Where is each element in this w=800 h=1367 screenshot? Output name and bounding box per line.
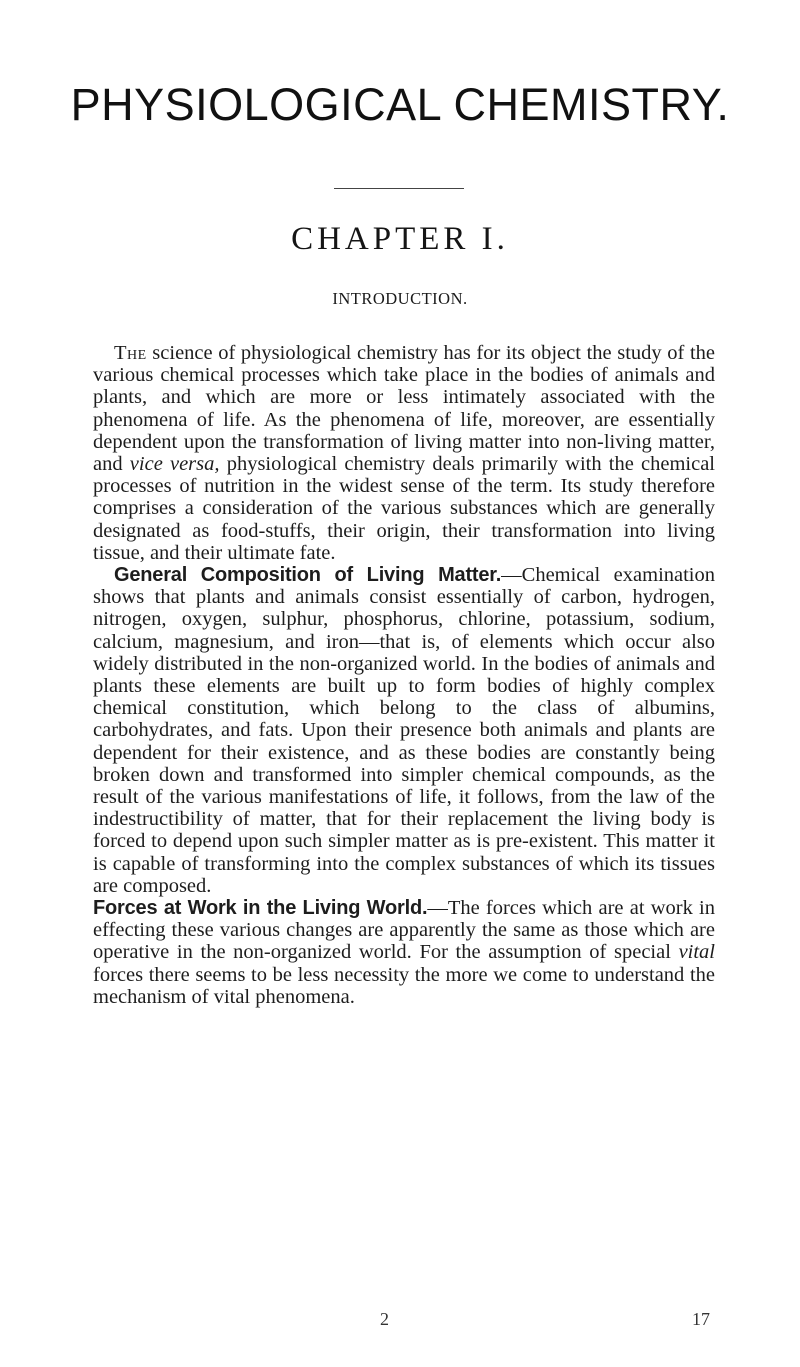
title-divider bbox=[334, 188, 464, 189]
forces-text-2: forces there seems to be less necessity the more we come to understand the mechanism of vital phenomena. bbox=[93, 963, 715, 1008]
body-text bbox=[93, 342, 715, 1008]
book-title: PHYSIOLOGICAL CHEMISTRY. bbox=[70, 79, 730, 130]
intro-italic: vice versa, bbox=[129, 453, 220, 476]
lead-word: The bbox=[114, 342, 147, 364]
forces-text-1: —The forces which are at work in effecting these various changes are apparently the same as those which are operative in the non-organized world. For the assumption of special bbox=[93, 897, 715, 964]
intro-paragraph bbox=[93, 342, 715, 564]
section-title: INTRODUCTION. bbox=[332, 289, 468, 308]
forces-heading: Forces at Work in the Living World. bbox=[93, 897, 428, 920]
page-number: 17 bbox=[692, 1309, 710, 1329]
forces-italic: vital bbox=[678, 941, 715, 964]
composition-heading: General Composition of Living Matter. bbox=[114, 564, 502, 587]
intro-text-1: science of physiological chemistry has for its object the study of the various chemical processes which take place in the bodies of animals and plants, and which are more or less intimately associated with the phenomena of life. As the phenomena of life, moreover, are essentially dependent upon the transformation of living matter into non-living matter, and bbox=[93, 342, 715, 476]
intro-text-2: physiological chemistry deals primarily with the chemical processes of nutrition in the widest sense of the term. Its study therefore comprises a consideration of the various substances which are generally designated as food-stuffs, their origin, their transformation into living tissue, and their ultimate fate. bbox=[93, 453, 715, 564]
composition-paragraph bbox=[93, 564, 715, 897]
signature-mark: 2 bbox=[380, 1309, 389, 1329]
chapter-heading: CHAPTER I. bbox=[291, 221, 509, 257]
composition-text: —Chemical examination shows that plants and animals consist essentially of carbon, hydrogen, nitrogen, oxygen, sulphur, phosphorus, chlorine, potassium, sodium, calcium, magnesium, and iron—that is, of elements which occur also widely distributed in the non-organized world. In the bodies of animals and plants these elements are built up to form bodies of highly complex chemical constitution, which belong to the class of albumins, carbohydrates, and fats. Upon their presence both animals and plants are dependent for their existence, and as these bodies are constantly being broken down and transformed into simpler chemical compounds, as the result of the various manifestations of life, it follows, from the law of the indestructibility of matter, that for their replacement the living body is forced to depend upon such simpler matter as is pre-existent. This matter it is capable of transforming into the complex substances of which its tissues are composed. bbox=[93, 564, 715, 897]
forces-paragraph bbox=[93, 897, 715, 1008]
